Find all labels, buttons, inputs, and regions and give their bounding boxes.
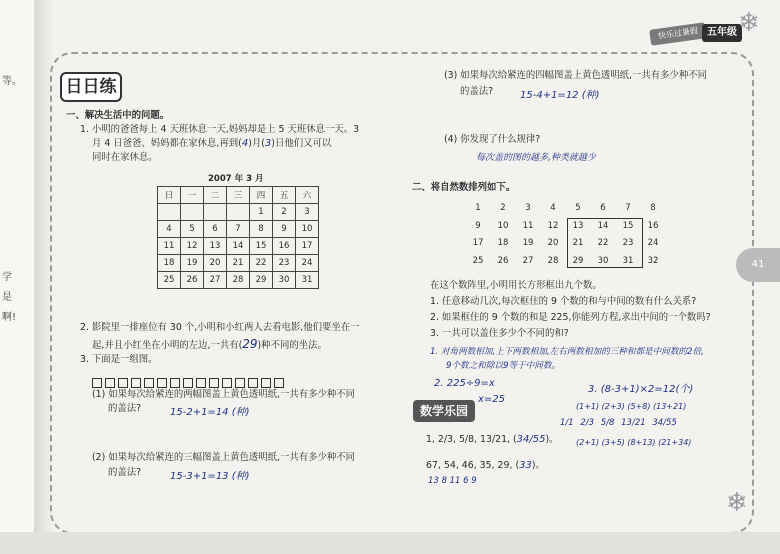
grid-cell: 16: [647, 221, 659, 231]
grid-question-3: 3. 一共可以盖住多少个不同的和?: [430, 328, 569, 339]
grid-cell: 26: [497, 256, 509, 266]
calendar-cell: 7: [227, 221, 250, 238]
grid-cell: 4: [550, 203, 556, 213]
grid-cell: 23: [622, 238, 634, 248]
question-1-line2: [92, 138, 331, 150]
grade-badge: [650, 22, 746, 44]
calendar-cell: 8: [250, 221, 273, 238]
q3-sub2-line1: (2) 如果每次给紧连的三幅图盖上黄色透明纸,一共有多少种不同: [92, 452, 355, 463]
calendar-cell: 11: [158, 238, 181, 255]
grid-cell: 8: [650, 203, 656, 213]
calendar-header: 日: [158, 187, 181, 204]
calendar-cell: 28: [227, 272, 250, 289]
pairs-row-1: (1+1) (2+3) (5+8) (13+21): [576, 402, 687, 411]
sequence-1-text: 1, 2/3, 5/8, 13/21, (: [426, 434, 517, 445]
grid-cell: 32: [647, 256, 659, 266]
calendar-row: [158, 221, 319, 238]
calendar-header: 二: [204, 187, 227, 204]
calendar-cell: 5: [181, 221, 204, 238]
grid-cell: 29: [572, 256, 584, 266]
calendar-cell: [181, 204, 204, 221]
grid-cell: 6: [600, 203, 606, 213]
calendar-row: [158, 204, 319, 221]
calendar-row: [158, 272, 319, 289]
section-2-heading: 二、将自然数排列如下。: [412, 182, 516, 193]
calendar-cell: 24: [296, 255, 319, 272]
snowflake-icon: ❄: [726, 488, 748, 518]
calendar-title: 2007 年 3 月: [208, 174, 264, 184]
calendar-row: [158, 238, 319, 255]
calendar-cell: 20: [204, 255, 227, 272]
q3-sub4-answer: 每次盖的图的越多,种类就越少: [476, 153, 596, 163]
q1-text: )日他们又可以: [271, 138, 332, 149]
calendar-cell: 18: [158, 255, 181, 272]
q1-answer-day: 3: [264, 138, 272, 149]
badge-series: 快乐过暑假: [649, 22, 707, 46]
sequence-2-text: )。: [531, 460, 545, 471]
calendar-cell: 27: [204, 272, 227, 289]
grid-cell: 11: [522, 221, 534, 231]
calendar-cell: 31: [296, 272, 319, 289]
grid-cell: 17: [472, 238, 484, 248]
grid-cell: 2: [500, 203, 506, 213]
margin-text: 等。: [2, 76, 22, 87]
calendar-cell: 29: [250, 272, 273, 289]
calendar-header: 四: [250, 187, 273, 204]
q2-answer: 29: [242, 337, 258, 351]
q3-sub3-answer: 15-4+1=12 (种): [520, 90, 600, 101]
calendar-cell: 26: [181, 272, 204, 289]
sequence-1: [426, 434, 559, 446]
sequence-2-differences: 13 8 11 6 9: [428, 476, 477, 486]
calendar-header-row: [158, 187, 319, 204]
grid-cell: 14: [597, 221, 609, 231]
question-1-line1: 1. 小明的爸爸每上 4 天班休息一天,妈妈却是上 5 天班休息一天。3: [80, 124, 360, 135]
grid-cell: 24: [647, 238, 659, 248]
calendar-cell: [227, 204, 250, 221]
grid-cell: 27: [522, 256, 534, 266]
q3-sub3-line2: 的盖法?: [460, 86, 494, 97]
grid-cell: 15: [622, 221, 634, 231]
calendar-header: 一: [181, 187, 204, 204]
calendar-cell: 25: [158, 272, 181, 289]
q3-sub1-line2: 的盖法?: [108, 403, 142, 414]
q3-sub2-line2: 的盖法?: [108, 467, 142, 478]
grid-cell: 7: [625, 203, 631, 213]
calendar-cell: 9: [273, 221, 296, 238]
previous-page-edge: [0, 0, 35, 554]
q3-sub3-line1: (3) 如果每次给紧连的四幅图盖上黄色透明纸,一共有多少种不同: [444, 70, 707, 81]
answer-1-line1: 1. 对角两数相加,上下两数相加,左右两数相加的三种和都是中间数的2倍,: [430, 347, 704, 357]
grid-question-2: 2. 如果框住的 9 个数的和是 225,你能列方程,求出中间的一个数吗?: [430, 312, 711, 323]
section-1-heading: 一、解决生活中的问题。: [66, 110, 170, 121]
calendar-header: 五: [273, 187, 296, 204]
answer-1-line2: 9个数之和除以9等于中间数。: [446, 361, 561, 371]
calendar-cell: 23: [273, 255, 296, 272]
calendar-cell: 6: [204, 221, 227, 238]
calendar-cell: 30: [273, 272, 296, 289]
q3-sub1-answer: 15-2+1=14 (种): [170, 407, 250, 418]
sequence-1-answer: 34/55: [516, 434, 546, 445]
answer-3: 3. (8-3+1)×2=12(个): [588, 384, 694, 395]
snowflake-icon: ❄: [738, 8, 760, 38]
calendar-cell: 12: [181, 238, 204, 255]
calendar-cell: 14: [227, 238, 250, 255]
calendar-cell: 21: [227, 255, 250, 272]
grid-cell: 10: [497, 221, 509, 231]
grid-cell: 20: [547, 238, 559, 248]
question-3-heading: 3. 下面是一组图。: [80, 354, 158, 365]
section-title: 日日练: [60, 72, 122, 102]
sequence-2-text: 67, 54, 46, 35, 29, (: [426, 460, 520, 471]
grid-cell: 28: [547, 256, 559, 266]
grid-cell: 18: [497, 238, 509, 248]
calendar-row: [158, 255, 319, 272]
calendar-cell: 15: [250, 238, 273, 255]
q1-text: )月(: [248, 138, 265, 149]
calendar-cell: 19: [181, 255, 204, 272]
q1-text: 月 4 日爸爸、妈妈都在家休息,再到(: [92, 138, 242, 149]
answer-2-line1: 2. 225÷9=x: [434, 378, 495, 389]
calendar-cell: 1: [250, 204, 273, 221]
calendar-cell: 22: [250, 255, 273, 272]
sequence-1-text: )。: [545, 434, 559, 445]
grid-cell: 21: [572, 238, 584, 248]
calendar-cell: 16: [273, 238, 296, 255]
calendar-cell: 17: [296, 238, 319, 255]
grid-cell: 25: [472, 256, 484, 266]
pairs-row-2: (2+1) (3+5) (8+13) (21+34): [576, 438, 692, 447]
answer-2-line2: x=25: [478, 394, 506, 405]
grid-cell: 13: [572, 221, 584, 231]
margin-text: 学: [2, 272, 12, 283]
q2-text: 起,并且小红坐在小明的左边,一共有(: [92, 340, 243, 351]
calendar-cell: 4: [158, 221, 181, 238]
grid-cell: 30: [597, 256, 609, 266]
calendar-cell: 10: [296, 221, 319, 238]
pairs-fractions: 1/1 2/3 5/8 13/21 34/55: [560, 418, 677, 428]
calendar-header: 三: [227, 187, 250, 204]
grid-cell: 12: [547, 221, 559, 231]
page-number-tab: 41: [736, 248, 780, 282]
page-bottom-shadow: [0, 532, 780, 554]
calendar-cell: [204, 204, 227, 221]
calendar-cell: 3: [296, 204, 319, 221]
grid-intro: 在这个数阵里,小明用长方形框出九个数。: [430, 280, 602, 291]
margin-text: 啊!: [2, 312, 17, 323]
question-1-line3: 同时在家休息。: [92, 152, 158, 163]
sequence-2: [426, 460, 545, 472]
grid-cell: 3: [525, 203, 531, 213]
grid-cell: 31: [622, 256, 634, 266]
grid-cell: 22: [597, 238, 609, 248]
grid-cell: 5: [575, 203, 581, 213]
margin-text: 是: [2, 292, 12, 303]
highlight-rectangle: [567, 218, 643, 268]
grid-cell: 1: [475, 203, 481, 213]
q3-sub4: (4) 你发现了什么规律?: [444, 134, 541, 145]
q3-sub1-line1: (1) 如果每次给紧连的两幅图盖上黄色透明纸,一共有多少种不同: [92, 389, 355, 400]
grid-cell: 19: [522, 238, 534, 248]
badge-grade: 五年级: [702, 24, 742, 42]
calendar-header: 六: [296, 187, 319, 204]
grid-cell: 9: [475, 221, 481, 231]
calendar-cell: 2: [273, 204, 296, 221]
math-fun-title: 数学乐园: [413, 400, 475, 422]
sequence-2-answer: 33: [519, 460, 532, 471]
question-2-line2: [92, 338, 327, 352]
question-2-line1: 2. 影院里一排座位有 30 个,小明和小红两人去看电影,他们要坐在一: [80, 322, 360, 333]
calendar-cell: [158, 204, 181, 221]
calendar-table: [157, 186, 319, 289]
grid-question-1: 1. 任意移动几次,每次框住的 9 个数的和与中间的数有什么关系?: [430, 296, 697, 307]
q1-answer-month: 4: [241, 138, 249, 149]
q2-text: )种不同的坐法。: [257, 340, 327, 351]
q3-sub2-answer: 15-3+1=13 (种): [170, 471, 250, 482]
calendar-cell: 13: [204, 238, 227, 255]
